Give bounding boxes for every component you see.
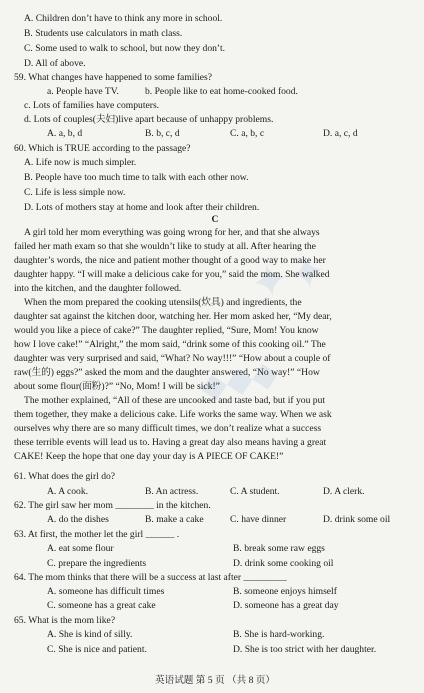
q58-option-a: A. Children don’t have to think any more in school.: [24, 13, 223, 24]
q64-option-d: D. someone has a great day: [233, 600, 339, 611]
q63-option-a: A. eat some flour: [47, 543, 114, 554]
q58-option-b: B. Students use calculators in math class.: [24, 28, 183, 39]
passage-line: into the kitchen, and the daughter followed.: [14, 283, 182, 294]
q60-option-a: A. Life now is much simpler.: [24, 157, 137, 168]
q64-stem: 64. The mom thinks that there will be a success at last after _________: [14, 572, 287, 583]
q62-option-d: D. drink some oil: [323, 514, 391, 525]
passage-line: about some flour(面粉)?” “No, Mom! I will be sick!”: [14, 381, 220, 392]
q65-option-d: D. She is too strict with her daughter.: [233, 644, 377, 655]
q62-stem: 62. The girl saw her mom ________ in the kitchen.: [14, 500, 211, 511]
q62-option-b: B. make a cake: [145, 514, 204, 525]
q61-option-a: A. A cook.: [47, 486, 89, 497]
watermark-logo: ✦✦: [245, 243, 332, 311]
q65-option-a: A. She is kind of silly.: [47, 629, 133, 640]
section-heading: C: [211, 214, 219, 225]
q59-option-c: C. a, b, c: [230, 128, 265, 139]
passage-line: daughter happy. “I will make a delicious cake for you,” said the mom. She walked: [14, 269, 330, 280]
page-footer: 英语试题 第 5 页 （共 8 页）: [155, 675, 275, 686]
q59-item-d: d. Lots of couples(夫妇)live apart because of unhappy problems.: [24, 114, 274, 125]
passage-line: When the mom prepared the cooking utensils(炊具) and ingredients, the: [24, 297, 302, 308]
q59-option-d: D. a, c, d: [323, 128, 358, 139]
passage-line: raw(生的) eggs?” asked the mom and the daughter answered, “No way!” “How: [14, 367, 320, 378]
passage-line: daughter sat against the kitchen door, watching her. Her mom asked her, “My dear,: [14, 311, 332, 322]
q64-option-b: B. someone enjoys himself: [233, 586, 337, 597]
q58-option-d: D. All of above.: [24, 58, 86, 69]
q61-option-d: D. A clerk.: [323, 486, 365, 497]
q61-option-c: C. A student.: [230, 486, 280, 497]
q62-option-c: C. have dinner: [230, 514, 287, 525]
q60-option-b: B. People have too much time to talk with each other now.: [24, 172, 249, 183]
q59-option-b: B. b, c, d: [145, 128, 180, 139]
q62-option-a: A. do the dishes: [47, 514, 109, 525]
watermark-logo: ◆◆◆: [196, 353, 282, 407]
passage-line: failed her math exam so that she wouldn’t like to study at all. After hearing the: [14, 241, 316, 252]
q61-option-b: B. An actress.: [145, 486, 199, 497]
q58-option-c: C. Some used to walk to school, but now they don’t.: [24, 43, 226, 54]
q64-option-c: C. someone has a great cake: [47, 600, 156, 611]
q61-stem: 61. What does the girl do?: [14, 471, 116, 482]
passage-line: these terrible events will lead us to. Having a great day also means having a great: [14, 437, 327, 448]
q59-option-a: A. a, b, d: [47, 128, 83, 139]
q59-item-b: b. People like to eat home-cooked food.: [145, 86, 298, 97]
q65-option-c: C. She is nice and patient.: [47, 644, 147, 655]
passage-line: ourselves why there are so many difficult times, we don’t realize what a success: [14, 423, 322, 434]
passage-line: would you like a piece of cake?” The daughter replied, “Sure, Mom! You know: [14, 325, 319, 336]
q63-stem: 63. At first, the mother let the girl ______ .: [14, 529, 180, 540]
q60-option-d: D. Lots of mothers stay at home and look after their children.: [24, 202, 260, 213]
passage-line: The mother explained, “All of these are uncooked and taste bad, but if you put: [24, 395, 326, 406]
passage-line: them together, they make a delicious cake. Life works the same way. When we ask: [14, 409, 332, 420]
q60-option-c: C. Life is less simple now.: [24, 187, 126, 198]
passage-line: CAKE! Keep the hope that one day your day is A PIECE OF CAKE!”: [14, 451, 284, 462]
q63-option-b: B. break some raw eggs: [233, 543, 325, 554]
q65-stem: 65. What is the mom like?: [14, 615, 116, 626]
q64-option-a: A. someone has difficult times: [47, 586, 165, 597]
passage-line: how I love cake!” “Alright,” the mom said, “drink some of this cooking oil.” The: [14, 339, 326, 350]
passage-line: A girl told her mom everything was going wrong for her, and that she always: [24, 227, 320, 238]
q59-item-c: c. Lots of families have computers.: [24, 100, 160, 111]
q59-stem: 59. What changes have happened to some families?: [14, 72, 213, 83]
q65-option-b: B. She is hard-working.: [233, 629, 325, 640]
q63-option-c: C. prepare the ingredients: [47, 558, 147, 569]
q63-option-d: D. drink some cooking oil: [233, 558, 334, 569]
passage-line: daughter was very surprised and said, “What? No way!!!” “How about a couple of: [14, 353, 331, 364]
q60-stem: 60. Which is TRUE according to the passage?: [14, 143, 191, 154]
q59-item-a: a. People have TV.: [47, 86, 119, 97]
passage-line: daughter’s words, the nice and patient mother thought of a good way to make her: [14, 255, 326, 266]
